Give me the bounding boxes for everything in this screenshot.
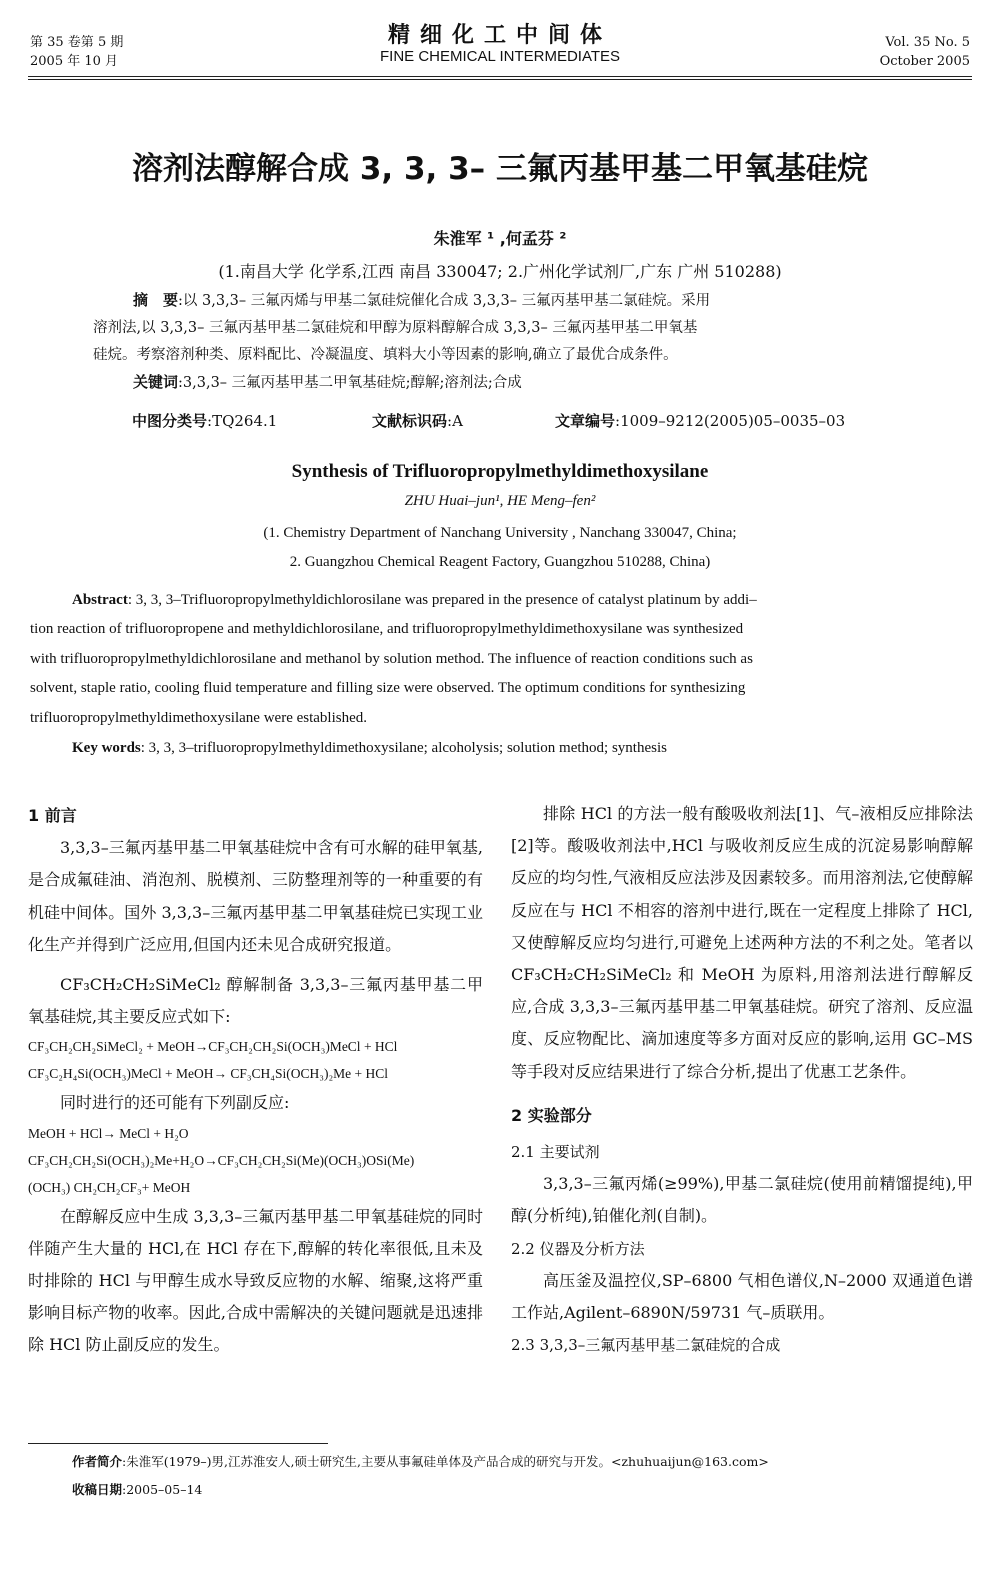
author-note-label: 作者简介 [72,1454,123,1469]
english-affiliation-2: 2. Guangzhou Chemical Reagent Factory, Guangzhou 510288, China) [289,554,711,570]
english-abstract-line: : 3, 3, 3–Trifluoropropylmethyldichlorosilane was prepared in the presence of catalyst platinum by addi– [127,592,757,608]
english-abstract-label: Abstract [72,592,128,608]
english-authors: ZHU Huai–jun¹, HE Meng–fen² [404,493,596,509]
equation: MeOH + HCl→ MeCl + H₂O [28,1125,189,1141]
subsection-heading: 2.2 仪器及分析方法 [511,1239,645,1258]
issue-volume: 第 35 卷第 5 期 [30,35,124,50]
paper-title: 溶剂法醇解合成 3, 3, 3– 三氟丙基甲基二甲氧基硅烷 [132,151,868,187]
article-no-label: 文章编号 [555,412,616,430]
paragraph: 同时进行的还可能有下列副反应: [60,1093,290,1113]
paragraph: 在醇解反应中生成 3,3,3–三氟丙基甲基二甲氧基硅烷的同时伴随产生大量的 HCl,在 HCl 存在下,醇解的转化率很低,且未及时排除的 HCl 与甲醇生成水导致反应物的水解、缩聚,这将严重影响目标产物的收率。因此,合成中需解决的关键问题就是迅速排除 HCl 防止副反应的发生。 [28,1206,483,1355]
english-title: Synthesis of Trifluoropropylmethyldimethoxysilane [291,461,709,482]
equation: (OCH₃) CH₂CH₂CF₃+ MeOH [28,1179,191,1195]
english-affiliation-1: (1. Chemistry Department of Nanchang University , Nanchang 330047, China; [263,525,737,541]
left-column [28,800,483,1362]
journal-name-en: FINE CHEMICAL INTERMEDIATES [379,48,621,65]
equation: CF₃CH₂CH₂SiMeCl₂ + MeOH→CF₃CH₂CH₂Si(OCH₃)MeCl + HCl [28,1039,398,1055]
journal-name-cn: 精细化工中间体 [387,23,612,48]
header-rule [28,76,972,77]
article-no-value: :1009–9212(2005)05–0035–03 [615,412,846,430]
english-abstract-line: tion reaction of trifluoropropene and methyldichlorosilane, and trifluoropropylmethyldimethoxysilane was synthesized [30,621,744,638]
clc-label: 中图分类号 [132,412,208,430]
author-note-text: :朱淮军(1979–)男,江苏淮安人,硕士研究生,主要从事氟硅单体及产品合成的研究与开发。<zhuhuaijun@163.com> [122,1454,769,1469]
volume-info [880,33,970,71]
volume-number: Vol. 35 No. 5 [885,35,970,50]
issue-date: 2005 年 10 月 [30,54,119,69]
paragraph: 高压釜及温控仪,SP–6800 气相色谱仪,N–2000 双通道色谱工作站,Agilent–6890N/59731 气–质联用。 [511,1270,973,1323]
cn-keywords-label: 关键词 [133,373,179,391]
cn-abstract [93,287,913,397]
english-abstract-line: trifluoropropylmethyldimethoxysilane were established. [30,709,368,726]
doc-code-label: 文献标识码 [372,412,448,430]
right-column [511,798,973,1361]
volume-date: October 2005 [879,54,970,69]
subsection-heading: 2.1 主要试剂 [511,1143,600,1162]
cn-abstract-label: 摘 要 [133,291,179,309]
cn-abstract-line: 硅烷。考察溶剂种类、原料配比、冷凝温度、填料大小等因素的影响,确立了最优合成条件。 [93,347,678,363]
equation: CF₃C₂H₄Si(OCH₃)MeCl + MeOH→ CF₃CH₄Si(OCH₃)₂Me + HCl [28,1066,389,1082]
english-abstract-line: solvent, staple ratio, cooling fluid temperature and filling size were observed. The optimum conditions for synthesizing [30,680,746,697]
classification-row [132,410,845,431]
received-date-text: :2005–05–14 [122,1482,203,1497]
author-note [72,1452,769,1470]
cn-keywords: :3,3,3– 三氟丙基甲基二甲氧基硅烷;醇解;溶剂法;合成 [178,375,522,391]
clc-value: :TQ264.1 [207,412,278,430]
english-keywords [72,740,667,757]
authors: 朱淮军 ¹ ,何孟芬 ² [433,229,567,248]
paragraph: 排除 HCl 的方法一般有酸吸收剂法[1]、气–液相反应排除法[2]等。酸吸收剂法中,HCl 与吸收剂反应生成的沉淀易影响醇解反应的均匀性,气液相反应法涉及因素较多。而用溶剂法,它使醇解反应在与 HCl 不相容的溶剂中进行,既在一定程度上排除了 HCl,又使醇解反应均匀进行,可避免上述两种方法的不利之处。笔者以 CF₃CH₂CH₂SiMeCl₂ 和 MeOH 为原料,用溶剂法进行醇解反应,合成 3,3,3–三氟丙基甲基二甲氧基硅烷。研究了溶剂、反应温度、反应物配比、滴加速度等多方面对反应的影响,运用 GC–MS 等手段对反应结果进行了综合分析,提出了优惠工艺条件。 [511,804,973,1081]
cn-abstract-line: 溶剂法,以 3,3,3– 三氟丙基甲基二氯硅烷和甲醇为原料醇解合成 3,3,3– 三氟丙基甲基二甲氧基 [93,320,698,336]
equation: CF₃CH₂CH₂Si(OCH₃)₂Me+H₂O→CF₃CH₂CH₂Si(Me)(OCH₃)OSi(Me) [28,1152,415,1168]
english-keywords-text: : 3, 3, 3–trifluoropropylmethyldimethoxysilane; alcoholysis; solution method; synthesis [140,740,667,756]
cn-abstract-line: :以 3,3,3– 三氟丙烯与甲基二氯硅烷催化合成 3,3,3– 三氟丙基甲基二氯硅烷。采用 [178,293,711,309]
english-abstract-line: with trifluoropropylmethyldichlorosilane and methanol by solution method. The influence of reaction conditions such as [30,650,753,667]
section-heading: 1 前言 [28,806,77,825]
section-heading: 2 实验部分 [511,1105,592,1125]
english-keywords-label: Key words [72,740,141,756]
header-rule-2 [28,79,972,80]
doc-code-value: :A [447,412,463,430]
english-abstract [30,586,970,733]
paragraph: 3,3,3–三氟丙烯(≥99%),甲基二氯硅烷(使用前精馏提纯),甲醇(分析纯),铂催化剂(自制)。 [511,1174,973,1226]
paragraph: 3,3,3–三氟丙基甲基二甲氧基硅烷中含有可水解的硅甲氧基,是合成氟硅油、消泡剂、脱模剂、三防整理剂等的一种重要的有机硅中间体。国外 3,3,3–三氟丙基甲基二甲氧基硅烷已实现工业化生产并得到广泛应用,但国内还未见合成研究报道。 [28,838,483,954]
received-date [72,1480,202,1498]
paragraph: CF₃CH₂CH₂SiMeCl₂ 醇解制备 3,3,3–三氟丙基甲基二甲氧基硅烷,其主要反应式如下: [28,975,483,1027]
subsection-heading: 2.3 3,3,3–三氟丙基甲基二氯硅烷的合成 [511,1336,781,1355]
footnote-rule [28,1443,328,1444]
received-date-label: 收稿日期 [72,1482,123,1497]
affiliation: (1.南昌大学 化学系,江西 南昌 330047; 2.广州化学试剂厂,广东 广州 510288) [218,262,782,281]
